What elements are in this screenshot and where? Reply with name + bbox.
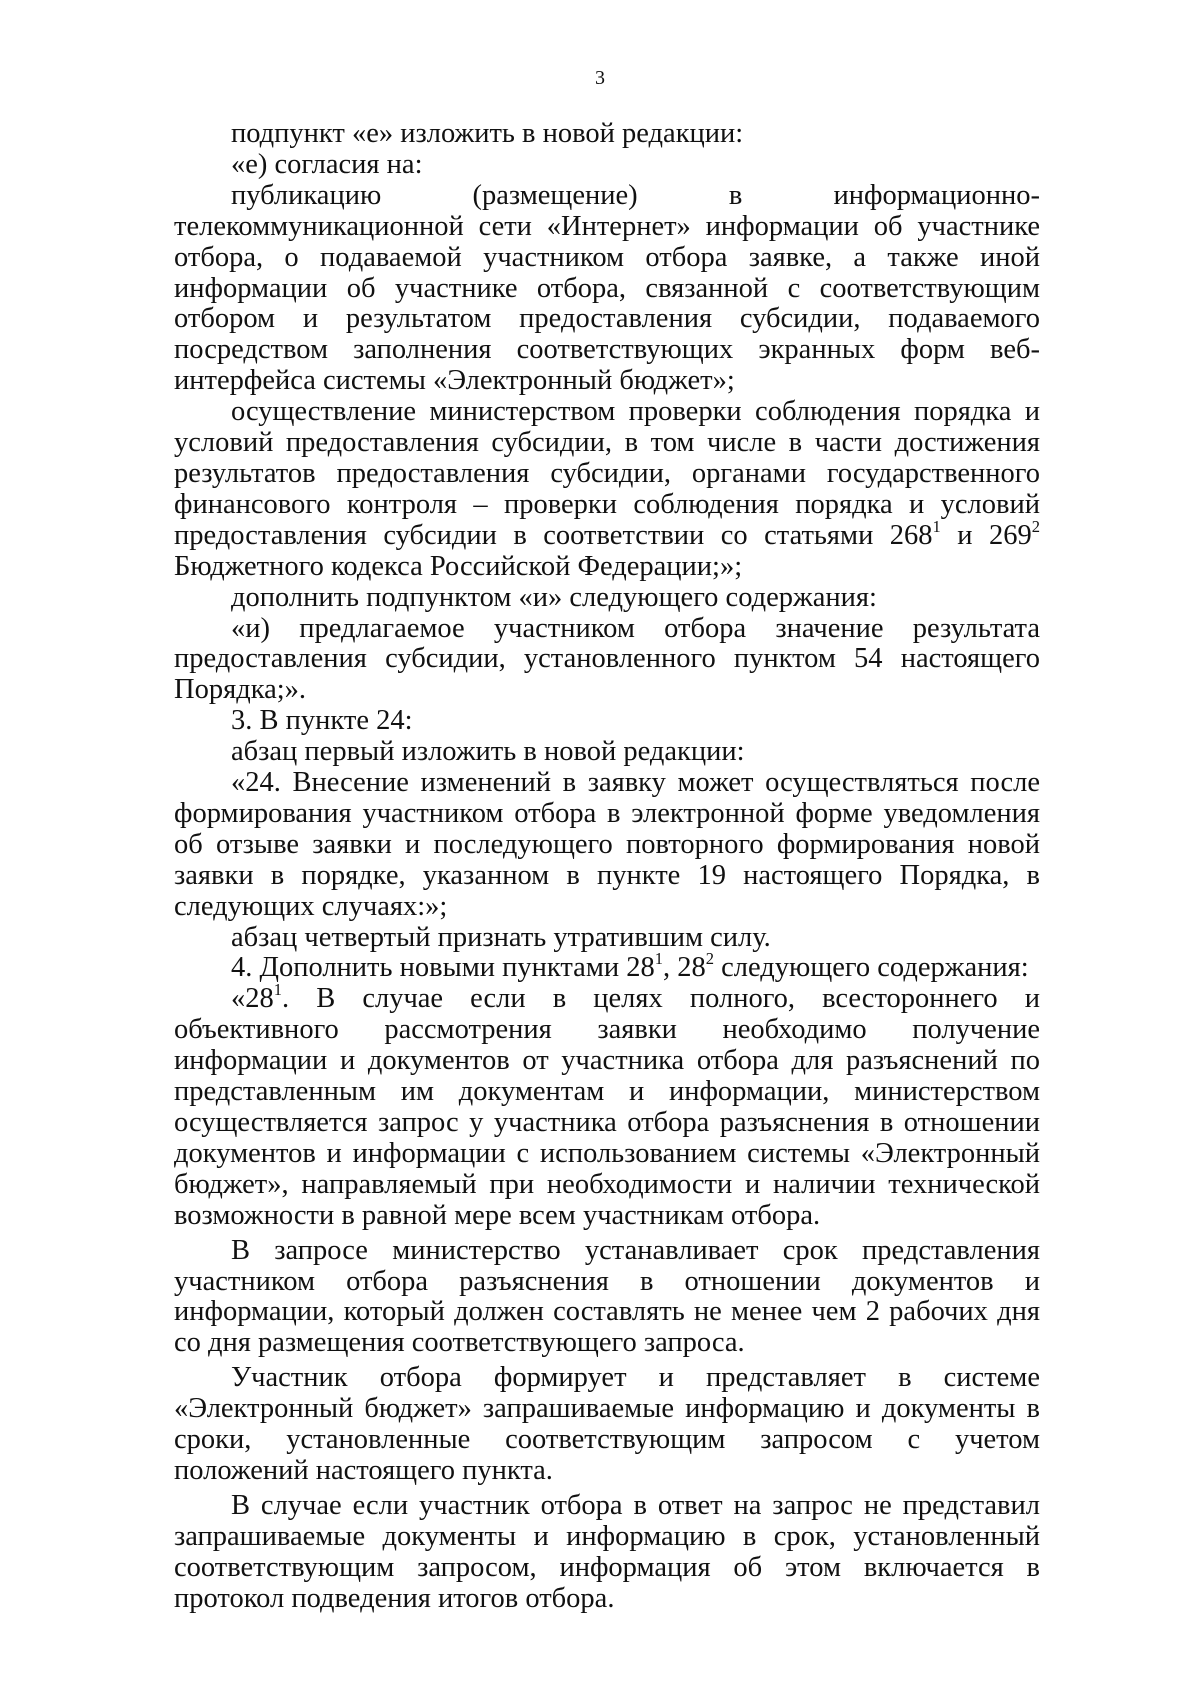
paragraph-11 bbox=[174, 949, 1040, 984]
paragraph-3: публикацию (размещение) в информационно-телекоммуникационной сети «Интернет» информации об участнике отбора, о подаваемой участником отбора заявке, а также иной информации об участнике отбора, связанной с соответствующим отбором и результатом предоставления субсидии, подаваемого посредством заполнения соответствующих экранных форм веб-интерфейса системы «Электронный бюджет»; bbox=[174, 179, 1040, 397]
paragraph-8: абзац первый изложить в новой редакции: bbox=[231, 736, 745, 768]
paragraph-4-text: осуществление министерством проверки соблюдения порядка и условий предоставления субсидии, в том числе в части достижения результатов предоставления субсидии, органами государственного финансового контроля – проверки соблюдения порядка и условий предоставления субсидии в соответствии со статьями 268 bbox=[174, 396, 1040, 551]
paragraph-11-end: следующего содержания: bbox=[714, 952, 1029, 984]
superscript: 1 bbox=[654, 949, 663, 969]
paragraph-10: абзац четвертый признать утратившим силу. bbox=[231, 921, 771, 953]
paragraph-11-text: 4. Дополнить новыми пунктами 28 bbox=[231, 952, 655, 984]
superscript: 2 bbox=[1031, 516, 1040, 536]
paragraph-14: Участник отбора формирует и представляет в системе «Электронный бюджет» запрашиваемые информацию и документы в сроки, установленные соответствующим запросом с учетом положений настоящего пункта. bbox=[174, 1362, 1040, 1486]
superscript: 2 bbox=[705, 949, 715, 969]
paragraph-2: «е) согласия на: bbox=[231, 148, 423, 180]
paragraph-4-end: Бюджетного кодекса Российской Федерации;»; bbox=[174, 550, 743, 582]
paragraph-4-mid: и 269 bbox=[940, 519, 1032, 551]
paragraph-1: подпункт «е» изложить в новой редакции: bbox=[231, 118, 744, 149]
document-body bbox=[174, 119, 1040, 1615]
paragraph-12 bbox=[174, 980, 1040, 1231]
paragraph-5: дополнить подпунктом «и» следующего содержания: bbox=[231, 581, 877, 613]
paragraph-15: В случае если участник отбора в ответ на запрос не представил запрашиваемые документы и информацию в срок, установленный соответствующим запросом, информация об этом включается в протокол подведения итогов отбора. bbox=[174, 1489, 1040, 1614]
page-number: 3 bbox=[595, 67, 605, 89]
paragraph-6: «и) предлагаемое участником отбора значение результата предоставления субсидии, установленного пунктом 54 настоящего Порядка;». bbox=[174, 612, 1040, 706]
paragraph-11-mid: , 28 bbox=[663, 952, 706, 984]
paragraph-9: «24. Внесение изменений в заявку может осуществляться после формирования участником отбора в электронной форме уведомления об отзыве заявки и последующего повторного формирования новой заявки в порядке, указанном в пункте 19 настоящего Порядка, в следующих случаях:»; bbox=[174, 767, 1040, 922]
paragraph-12-text: . В случае если в целях полного, всестороннего и объективного рассмотрения заявки необходимо получение информации и документов от участника отбора для разъяснений по представленным им документам и информации, министерством осуществляется запрос у участника отбора разъяснения в отношении документов и информации с использованием системы «Электронный бюджет», направляемый при необходимости и наличии технической возможности в равной мере всем участникам отбора. bbox=[174, 983, 1040, 1231]
paragraph-13: В запросе министерство устанавливает срок представления участником отбора разъяснения в отношении документов и информации, который должен составлять не менее чем 2 рабочих дня со дня размещения соответствующего запроса. bbox=[174, 1234, 1040, 1359]
superscript: 1 bbox=[932, 516, 941, 536]
paragraph-7: 3. В пункте 24: bbox=[231, 705, 413, 737]
paragraph-4 bbox=[174, 397, 1040, 582]
superscript: 1 bbox=[273, 980, 283, 1000]
paragraph-12-start: «28 bbox=[231, 983, 274, 1015]
